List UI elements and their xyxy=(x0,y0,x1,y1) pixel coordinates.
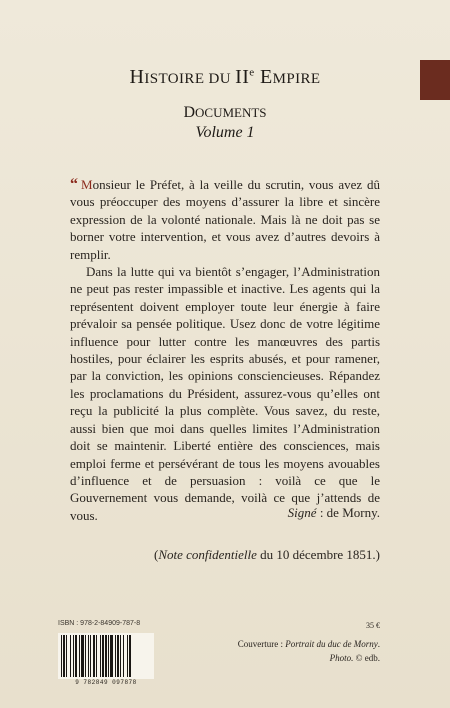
paragraph-2: Dans la lutte qui va bientôt s’engager, l’Administration ne peut pas rester impassible et inactive. Les agents qui la représentent doivent employer toute leur énergie à faire prévaloir sa pensée politique. Usez donc de votre légitime influence pour lutter contre les manœuvres des partis hostiles, pour éclairer les esprits abusés, et pour ramener, par la conviction, les opinions consciencieuses. Répandez les proclamations du Président, assurez-vous qu’elles ont reçu la publicité la plus complète. Vous savez, du reste, aussi bien que moi dans quelles limites l’Administration doit se maintenir. Liberté entière des consciences, mais emploi ferme et persévérant de tous les moyens avouables d’influence et de persuasion : voilà ce que le Gouvernement vous demande, voilà ce que j’attends de vous. xyxy=(70,264,380,523)
note-date: du 10 décembre 1851.) xyxy=(256,547,380,562)
subtitle-text: OCUMENTS xyxy=(195,105,267,120)
signature-label: Signé xyxy=(287,505,317,520)
title-text-2: MPIRE xyxy=(272,71,321,87)
barcode-icon xyxy=(58,633,154,679)
photo-credit-label: Photo. xyxy=(329,653,354,663)
paragraph-1-text: onsieur le Préfet, à la veille du scrutin, vous avez dû vous préoccuper des moyens d’assurer la libre et sincère expression de la volonté nationale. Mais là ne doit pas se borner votre intervention, et vous avez d’autres devoirs à remplir. xyxy=(70,177,380,262)
title-roman: II xyxy=(235,66,250,88)
price: 35 € xyxy=(366,621,380,630)
signature-name: : de Morny. xyxy=(316,505,380,520)
subtitle-volume: Volume 1 xyxy=(195,124,255,141)
cover-credit-end: . xyxy=(377,639,380,649)
subtitle-initial: D xyxy=(183,104,196,121)
note-italic: Note confidentielle xyxy=(158,547,257,562)
title-superscript: e xyxy=(249,66,255,79)
cover-credit xyxy=(238,639,380,649)
title-text: ISTOIRE DU xyxy=(144,71,236,87)
paragraph-1 xyxy=(70,176,380,263)
title-initial: H xyxy=(129,66,145,88)
note-paren: ( xyxy=(153,547,159,562)
cover-credit-title: Portrait du duc de Morny xyxy=(285,639,378,649)
barcode-digits: 9 782849 097878 xyxy=(75,679,137,686)
quote-body xyxy=(70,176,380,524)
photo-credit-owner: © edb. xyxy=(353,653,380,663)
cover-credit-label: Couverture : xyxy=(237,639,286,649)
quote-mark-icon: “ xyxy=(70,176,78,193)
title-initial-2: E xyxy=(254,66,273,88)
isbn-label: ISBN : 978-2-84909-787-8 xyxy=(58,620,141,627)
drop-cap: M xyxy=(81,177,93,192)
source-note xyxy=(154,547,380,563)
photo-credit xyxy=(330,653,380,663)
subtitle-documents xyxy=(0,104,450,122)
book-title xyxy=(0,66,450,89)
signature xyxy=(288,505,380,521)
